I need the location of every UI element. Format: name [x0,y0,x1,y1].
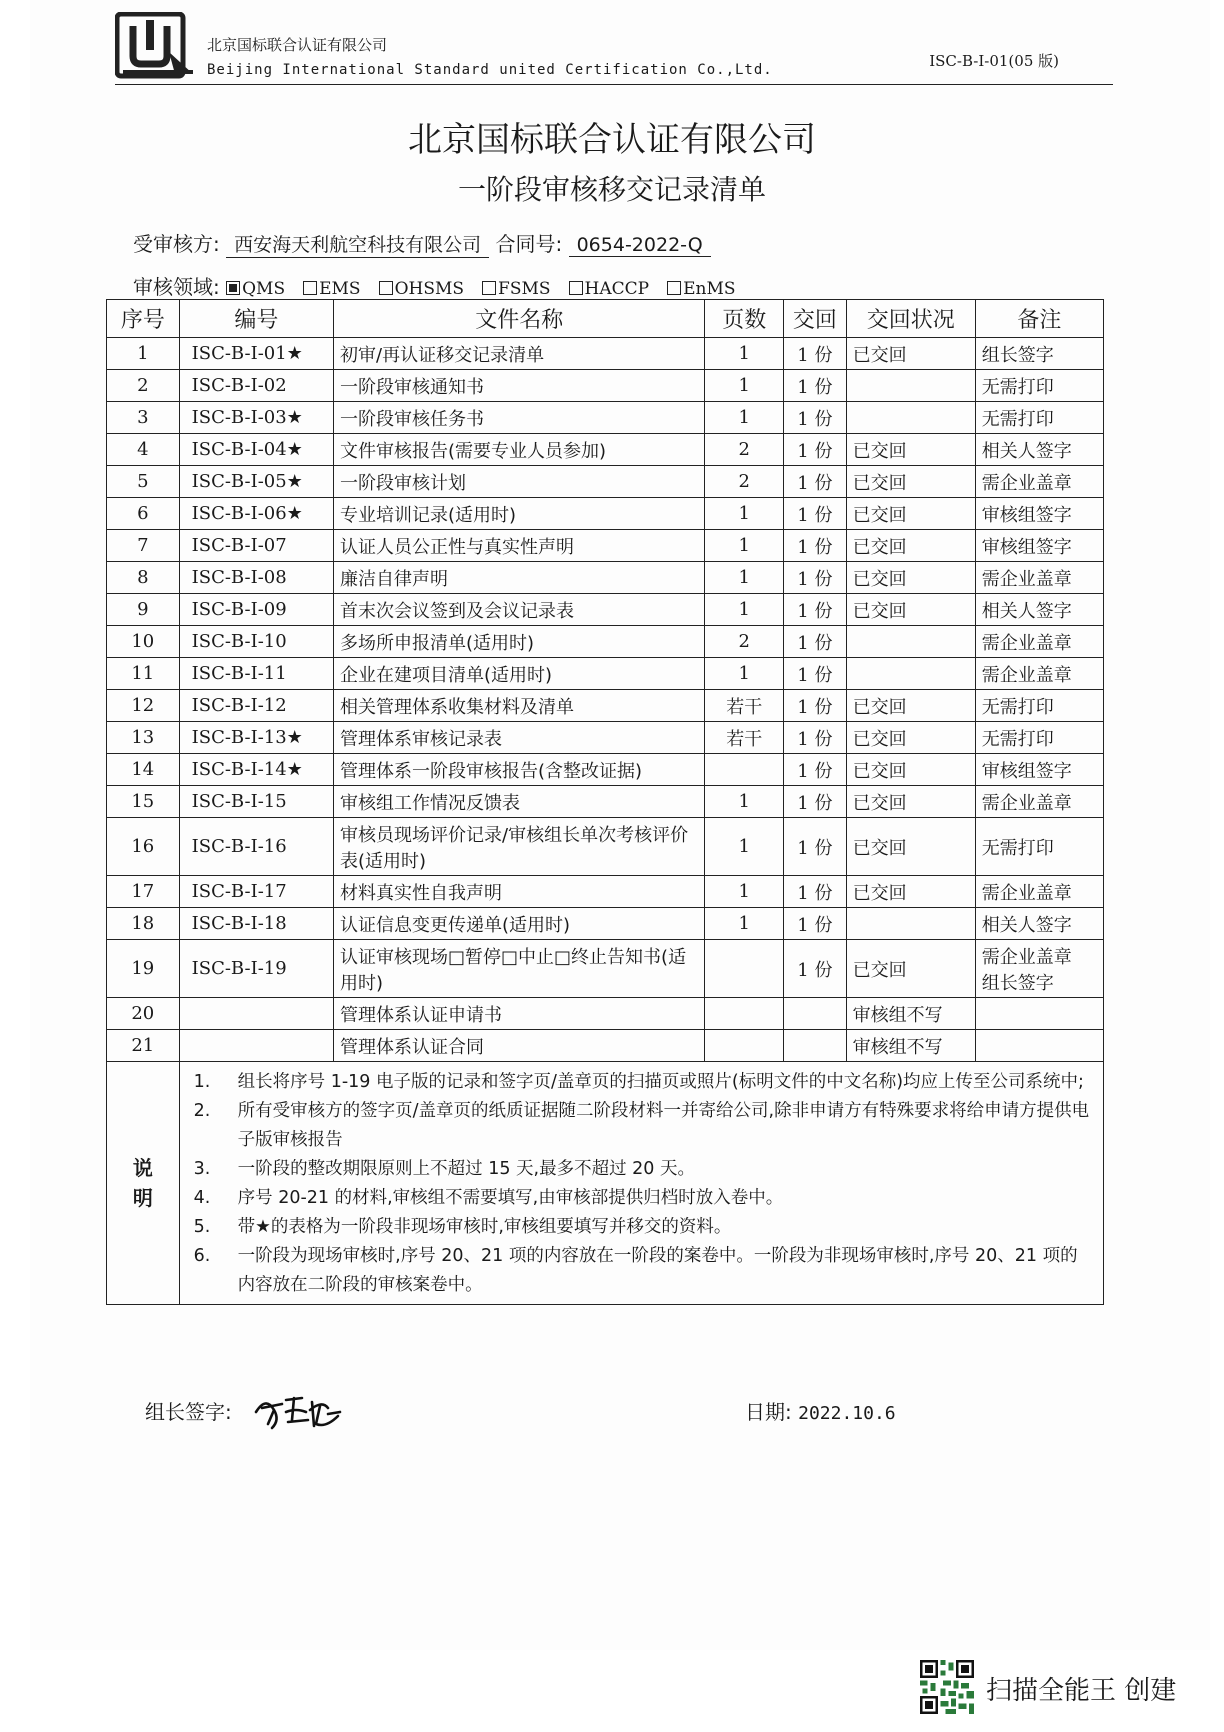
table-row [107,940,1104,998]
row-name: 专业培训记录(适用时) [334,498,705,530]
row-name: 认证审核现场□暂停□中止□终止告知书(适用时) [334,940,705,998]
row-no: 14 [107,754,180,786]
header-pages: 页数 [705,300,784,338]
date-line [745,1396,896,1425]
row-code: ISC-B-I-02 [179,370,333,402]
row-pages [705,940,784,998]
row-remark: 需企业盖章 [975,786,1103,818]
row-code: ISC-B-I-16 [179,818,333,876]
isc-logo-icon [115,12,197,80]
table-row [107,998,1104,1030]
row-status: 已交回 [846,786,975,818]
row-no: 21 [107,1030,180,1062]
row-status: 已交回 [846,940,975,998]
auditee-line [133,228,711,258]
row-pages: 2 [705,434,784,466]
scanner-watermark [920,1658,1210,1714]
row-pages: 1 [705,338,784,370]
row-name: 审核员现场评价记录/审核组长单次考核评价表(适用时) [334,818,705,876]
domain-checkbox-enms[interactable] [667,279,735,299]
table-row [107,562,1104,594]
row-pages: 1 [705,908,784,940]
row-pages: 若干 [705,722,784,754]
table-row [107,876,1104,908]
row-name: 文件审核报告(需要专业人员参加) [334,434,705,466]
row-remark: 需企业盖章 [975,658,1103,690]
domain-label-text: QMS [242,279,286,299]
table-row [107,338,1104,370]
row-name: 初审/再认证移交记录清单 [334,338,705,370]
row-code: ISC-B-I-09 [179,594,333,626]
row-status [846,402,975,434]
domain-label-text: OHSMS [394,279,465,299]
note-number: 2. [193,1101,211,1121]
qr-code-icon [920,1660,974,1714]
row-code: ISC-B-I-18 [179,908,333,940]
table-row [107,626,1104,658]
row-remark: 审核组签字 [975,498,1103,530]
table-row [107,594,1104,626]
row-no: 10 [107,626,180,658]
row-name: 管理体系审核记录表 [334,722,705,754]
row-name: 管理体系认证申请书 [334,998,705,1030]
leader-sign-label: 组长签字: [145,1400,232,1424]
row-status: 审核组不写 [846,998,975,1030]
notes-content [179,1062,1103,1305]
row-returned: 1 份 [784,658,847,690]
row-returned: 1 份 [784,786,847,818]
row-code: ISC-B-I-19 [179,940,333,998]
row-no: 8 [107,562,180,594]
row-returned: 1 份 [784,562,847,594]
row-remark: 相关人签字 [975,594,1103,626]
notes-label-text: 说 明 [132,1156,153,1210]
domain-label-text: FSMS [498,279,551,299]
header-remark: 备注 [975,300,1103,338]
row-status [846,370,975,402]
row-status: 已交回 [846,434,975,466]
row-name: 认证人员公正性与真实性声明 [334,530,705,562]
row-status [846,908,975,940]
table-row [107,402,1104,434]
checkbox-icon[interactable] [667,281,681,295]
date-label: 日期: [745,1400,792,1424]
note-number: 4. [193,1188,211,1208]
row-returned: 1 份 [784,818,847,876]
row-remark: 无需打印 [975,690,1103,722]
handover-table [106,299,1104,1305]
note-item [194,1242,1093,1300]
row-remark: 相关人签字 [975,434,1103,466]
row-no: 19 [107,940,180,998]
row-no: 18 [107,908,180,940]
row-status: 已交回 [846,818,975,876]
letterhead [115,12,1115,88]
row-code: ISC-B-I-08 [179,562,333,594]
note-text: 序号 20-21 的材料,审核组不需要填写,由审核部提供归档时放入卷中。 [237,1188,784,1208]
row-returned: 1 份 [784,466,847,498]
row-code: ISC-B-I-07 [179,530,333,562]
row-pages: 若干 [705,690,784,722]
row-no: 2 [107,370,180,402]
row-remark: 无需打印 [975,370,1103,402]
row-remark: 需企业盖章 组长签字 [975,940,1103,998]
row-no: 7 [107,530,180,562]
row-returned: 1 份 [784,370,847,402]
row-name: 一阶段审核通知书 [334,370,705,402]
row-pages: 1 [705,402,784,434]
domain-checkbox-fsms[interactable] [482,279,551,299]
header-no: 序号 [107,300,180,338]
row-name: 材料真实性自我声明 [334,876,705,908]
row-pages: 1 [705,370,784,402]
table-row [107,690,1104,722]
row-no: 15 [107,786,180,818]
header-returned: 交回 [784,300,847,338]
table-row [107,754,1104,786]
header-divider [115,84,1113,85]
domain-checkbox-ohsms[interactable] [379,279,464,299]
row-returned: 1 份 [784,722,847,754]
table-row [107,908,1104,940]
row-no: 6 [107,498,180,530]
row-remark: 无需打印 [975,402,1103,434]
row-code: ISC-B-I-03★ [179,402,333,434]
note-text: 一阶段的整改期限原则上不超过 15 天,最多不超过 20 天。 [237,1159,695,1179]
note-item [194,1184,1093,1213]
row-name: 管理体系一阶段审核报告(含整改证据) [334,754,705,786]
row-returned: 1 份 [784,626,847,658]
row-name: 企业在建项目清单(适用时) [334,658,705,690]
company-name-en: Beijing International Standard united Certification Co.,Ltd. [207,62,773,78]
row-pages: 2 [705,466,784,498]
domain-checkbox-ems[interactable] [303,279,360,299]
row-remark: 无需打印 [975,722,1103,754]
row-pages: 1 [705,658,784,690]
row-no: 1 [107,338,180,370]
checkbox-icon[interactable] [226,281,240,295]
row-name: 管理体系认证合同 [334,1030,705,1062]
table-header-row [107,300,1104,338]
row-no: 17 [107,876,180,908]
header-name: 文件名称 [334,300,705,338]
row-returned: 1 份 [784,876,847,908]
table-row [107,1030,1104,1062]
table-row [107,498,1104,530]
row-returned [784,1030,847,1062]
notes-label [107,1062,180,1305]
row-remark: 组长签字 [975,338,1103,370]
row-pages [705,754,784,786]
header-code: 编号 [179,300,333,338]
row-remark: 需企业盖章 [975,562,1103,594]
checkbox-icon[interactable] [482,281,496,295]
row-pages: 1 [705,562,784,594]
row-status [846,626,975,658]
row-pages [705,998,784,1030]
audit-domain-line [133,271,754,300]
row-pages: 2 [705,626,784,658]
row-pages: 1 [705,818,784,876]
row-status: 已交回 [846,722,975,754]
row-name: 首末次会议签到及会议记录表 [334,594,705,626]
row-pages: 1 [705,594,784,626]
notes-row [107,1062,1104,1305]
table-row [107,786,1104,818]
row-returned: 1 份 [784,498,847,530]
row-code: ISC-B-I-06★ [179,498,333,530]
note-text: 所有受审核方的签字页/盖章页的纸质证据随二阶段材料一并寄给公司,除非申请方有特殊要求将给申请方提供电子版审核报告 [237,1101,1090,1150]
domain-label: 审核领域: [133,275,220,299]
note-text: 组长将序号 1-19 电子版的记录和签字页/盖章页的扫描页或照片(标明文件的中文名称)均应上传至公司系统中; [237,1072,1084,1092]
checkbox-icon[interactable] [569,281,583,295]
note-text: 一阶段为现场审核时,序号 20、21 项的内容放在一阶段的案卷中。一阶段为非现场审核时,序号 20、21 项的内容放在二阶段的审核案卷中。 [237,1246,1078,1295]
row-remark: 需企业盖章 [975,626,1103,658]
row-remark [975,998,1103,1030]
row-remark: 需企业盖章 [975,466,1103,498]
table-row [107,434,1104,466]
note-number: 3. [193,1159,211,1179]
note-item [194,1155,1093,1184]
table-row [107,818,1104,876]
row-pages: 1 [705,530,784,562]
auditee-value: 西安海天利航空科技有限公司 [226,230,489,258]
domain-label-text: HACCP [584,279,650,299]
row-returned [784,998,847,1030]
row-remark: 无需打印 [975,818,1103,876]
table-row [107,466,1104,498]
document-code: ISC-B-I-01(05 版) [929,52,1059,70]
domain-label-text: EMS [319,279,361,299]
note-text: 带★的表格为一阶段非现场审核时,审核组要填写并移交的资料。 [237,1217,732,1237]
row-no: 9 [107,594,180,626]
row-no: 11 [107,658,180,690]
row-name: 一阶段审核任务书 [334,402,705,434]
row-status: 已交回 [846,562,975,594]
handwritten-signature [252,1390,344,1432]
row-code: ISC-B-I-04★ [179,434,333,466]
row-name: 多场所申报清单(适用时) [334,626,705,658]
row-returned: 1 份 [784,402,847,434]
row-name: 一阶段审核计划 [334,466,705,498]
note-number: 5. [193,1217,211,1237]
table-row [107,722,1104,754]
table-row [107,530,1104,562]
row-code: ISC-B-I-10 [179,626,333,658]
row-status: 已交回 [846,754,975,786]
row-code: ISC-B-I-11 [179,658,333,690]
row-status: 已交回 [846,690,975,722]
row-remark [975,1030,1103,1062]
row-remark: 相关人签字 [975,908,1103,940]
row-returned: 1 份 [784,754,847,786]
row-status [846,658,975,690]
checkbox-icon[interactable] [303,281,317,295]
table-row [107,370,1104,402]
row-code: ISC-B-I-13★ [179,722,333,754]
row-code: ISC-B-I-01★ [179,338,333,370]
header-status: 交回状况 [846,300,975,338]
row-pages: 1 [705,786,784,818]
table-row [107,658,1104,690]
row-name: 审核组工作情况反馈表 [334,786,705,818]
row-code: ISC-B-I-05★ [179,466,333,498]
row-status: 已交回 [846,338,975,370]
note-item [194,1097,1093,1155]
row-status: 已交回 [846,466,975,498]
note-item [194,1068,1093,1097]
row-remark: 审核组签字 [975,530,1103,562]
row-returned: 1 份 [784,940,847,998]
domain-label-text: EnMS [683,279,736,299]
row-code: ISC-B-I-15 [179,786,333,818]
row-status: 已交回 [846,876,975,908]
row-pages: 1 [705,876,784,908]
row-code: ISC-B-I-17 [179,876,333,908]
contract-label: 合同号: [495,232,563,256]
row-status: 已交回 [846,498,975,530]
watermark-text: 扫描全能王 创建 [986,1676,1177,1706]
row-no: 12 [107,690,180,722]
row-no: 13 [107,722,180,754]
row-no: 5 [107,466,180,498]
domain-checkbox-haccp[interactable] [569,279,650,299]
row-returned: 1 份 [784,908,847,940]
row-returned: 1 份 [784,434,847,466]
row-returned: 1 份 [784,690,847,722]
row-returned: 1 份 [784,530,847,562]
row-code [179,998,333,1030]
row-no: 4 [107,434,180,466]
auditee-label: 受审核方: [133,232,220,256]
row-code [179,1030,333,1062]
contract-value: 0654-2022-Q [569,234,711,257]
row-no: 20 [107,998,180,1030]
row-status: 审核组不写 [846,1030,975,1062]
checkbox-icon[interactable] [379,281,393,295]
row-code: ISC-B-I-12 [179,690,333,722]
domain-checkbox-qms[interactable] [226,279,285,299]
note-number: 6. [193,1246,211,1266]
row-pages [705,1030,784,1062]
row-remark: 需企业盖章 [975,876,1103,908]
row-name: 相关管理体系收集材料及清单 [334,690,705,722]
note-item [194,1213,1093,1242]
row-remark: 审核组签字 [975,754,1103,786]
date-value: 2022.10.6 [798,1403,896,1424]
row-no: 3 [107,402,180,434]
row-pages: 1 [705,498,784,530]
row-code: ISC-B-I-14★ [179,754,333,786]
row-name: 廉洁自律声明 [334,562,705,594]
page-subtitle: 一阶段审核移交记录清单 [457,173,766,206]
company-name-cn: 北京国标联合认证有限公司 [207,36,388,54]
row-status: 已交回 [846,530,975,562]
row-returned: 1 份 [784,594,847,626]
note-number: 1. [193,1072,211,1092]
row-status: 已交回 [846,594,975,626]
row-name: 认证信息变更传递单(适用时) [334,908,705,940]
row-no: 16 [107,818,180,876]
page-title: 北京国标联合认证有限公司 [408,120,816,160]
row-returned: 1 份 [784,338,847,370]
